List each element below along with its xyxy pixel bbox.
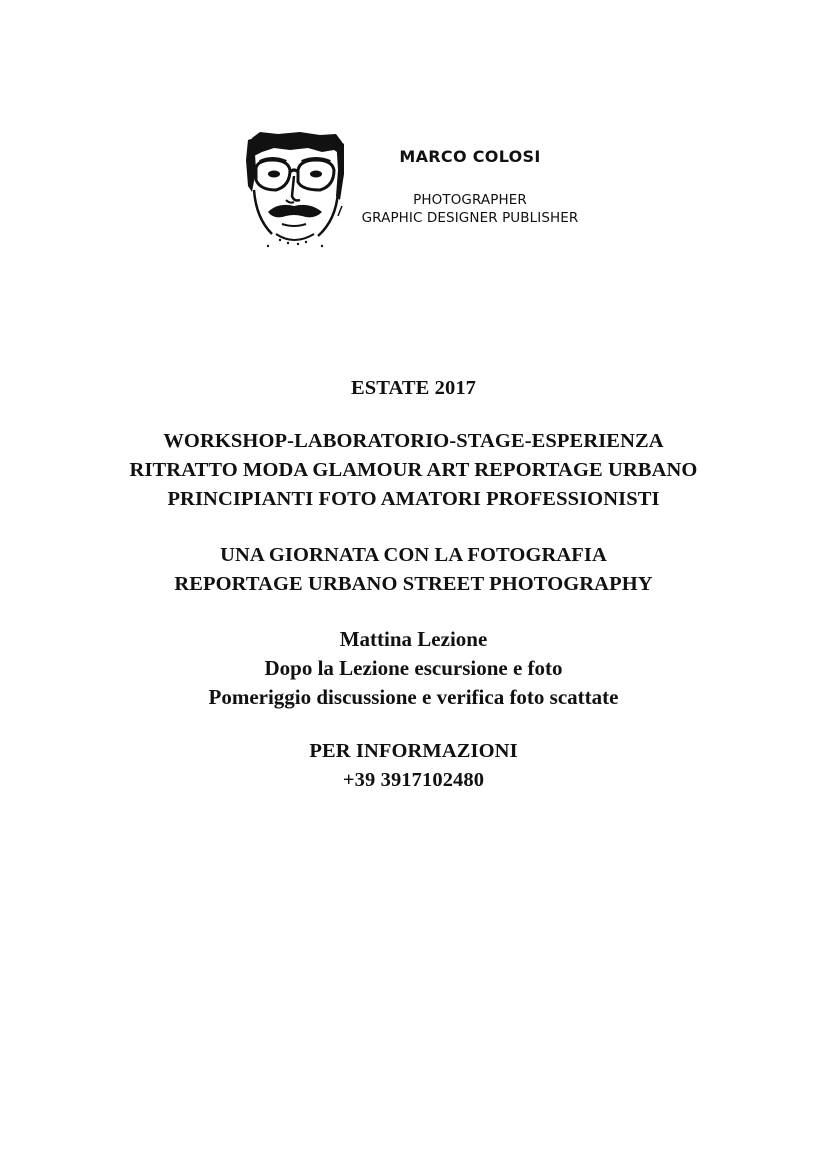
portrait-sketch-icon (238, 130, 350, 250)
day-block (0, 541, 827, 599)
workshop-block (0, 427, 827, 514)
season-line: ESTATE 2017 (350, 377, 477, 399)
schedule-line: Mattina Lezione (339, 627, 488, 651)
author-role-line-1: PHOTOGRAPHER (413, 192, 527, 208)
schedule-block (0, 625, 827, 712)
schedule-line: Dopo la Lezione escursione e foto (264, 656, 563, 680)
day-line: REPORTAGE URBANO STREET PHOTOGRAPHY (174, 573, 653, 595)
info-block (0, 737, 827, 795)
season-heading (0, 374, 827, 403)
workshop-line: RITRATTO MODA GLAMOUR ART REPORTAGE URBANO (129, 459, 698, 481)
phone-number: +39 3917102480 (342, 769, 485, 791)
schedule-line: Pomeriggio discussione e verifica foto scattate (208, 685, 619, 709)
workshop-line: WORKSHOP-LABORATORIO-STAGE-ESPERIENZA (163, 430, 664, 452)
info-heading: PER INFORMAZIONI (309, 740, 518, 762)
day-line: UNA GIORNATA CON LA FOTOGRAFIA (220, 544, 607, 566)
workshop-line: PRINCIPIANTI FOTO AMATORI PROFESSIONISTI (167, 488, 660, 510)
author-role-line-2: GRAPHIC DESIGNER PUBLISHER (361, 210, 579, 226)
author-name: MARCO COLOSI (399, 147, 541, 166)
